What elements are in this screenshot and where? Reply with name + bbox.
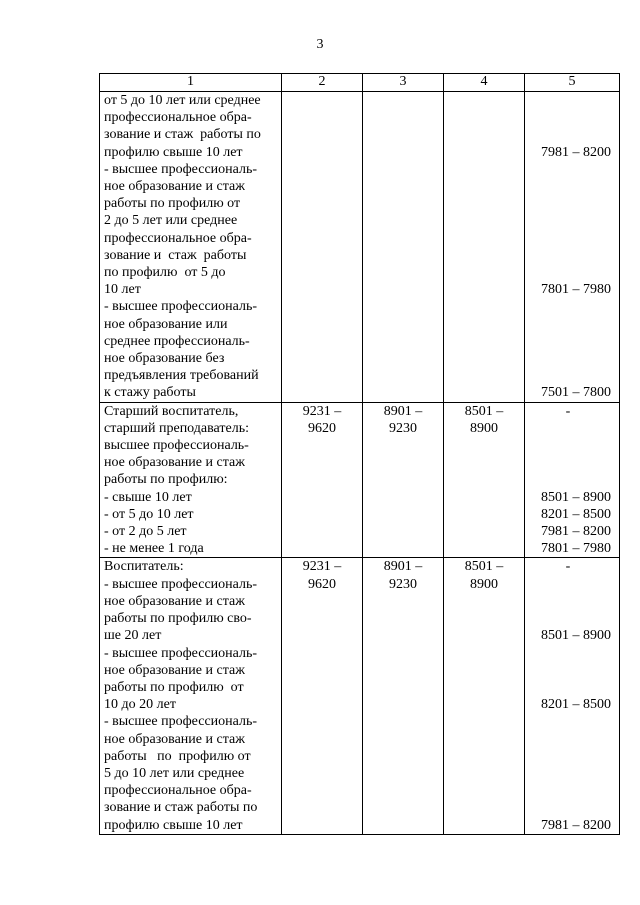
cell-line: [525, 230, 611, 247]
cell-line: 8901 –: [383, 403, 423, 419]
cell-line: 7981 – 8200: [541, 144, 611, 160]
cell-line: - высшее профессиональ-: [104, 299, 258, 315]
cell-line: [525, 593, 611, 610]
cell-line: работы по профилю от: [104, 196, 241, 212]
cell-line: [525, 298, 611, 315]
cell-line: [525, 212, 611, 229]
header-col-5: 5: [525, 74, 620, 92]
cell-line: [525, 195, 611, 212]
header-col-3: 3: [363, 74, 444, 92]
cell-line: [525, 247, 611, 264]
cell-line: 8501 –: [464, 403, 504, 419]
cell-line: Старший воспитатель,: [104, 403, 239, 419]
cell-line: - свыше 10 лет: [104, 489, 192, 505]
row3-col3: [363, 558, 444, 834]
cell-line: [525, 350, 611, 367]
cell-line: 10 лет: [104, 282, 141, 298]
row3-description: [100, 558, 282, 834]
salary-table: [99, 73, 620, 835]
header-row: [100, 74, 620, 92]
cell-line: по профилю от 5 до: [104, 265, 226, 281]
cell-line: профессиональное обра-: [104, 110, 252, 126]
cell-line: от 5 до 10 лет или среднее: [104, 93, 261, 108]
cell-line: 2 до 5 лет или среднее: [104, 213, 238, 229]
cell-line: - от 5 до 10 лет: [104, 506, 194, 522]
cell-line: ное образование и стаж: [104, 455, 245, 471]
row1-col2: [282, 92, 363, 403]
cell-line: [525, 662, 611, 679]
cell-line: [525, 126, 611, 143]
cell-line: работы по профилю сво-: [104, 611, 252, 627]
cell-line: 8900: [470, 576, 498, 592]
cell-line: 8501 –: [464, 559, 504, 575]
cell-line: ное образование и стаж: [104, 731, 245, 747]
header-col-2: 2: [282, 74, 363, 92]
cell-line: 7801 – 7980: [541, 282, 611, 298]
cell-line: -: [565, 403, 571, 419]
cell-line: 8900: [470, 420, 498, 436]
cell-line: [525, 610, 611, 627]
cell-line: ное образование и стаж: [104, 179, 245, 195]
cell-line: зование и стаж работы по: [104, 800, 258, 816]
cell-line: [525, 178, 611, 195]
cell-line: 9231 –: [302, 559, 342, 575]
cell-line: 8201 – 8500: [541, 506, 611, 522]
cell-line: 7981 – 8200: [541, 817, 611, 833]
cell-line: [525, 333, 611, 350]
cell-line: 5 до 10 лет или среднее: [104, 765, 245, 781]
cell-line: зование и стаж работы: [104, 247, 247, 263]
cell-line: предъявления требований: [104, 368, 259, 384]
cell-line: [525, 92, 611, 109]
cell-line: [525, 161, 611, 178]
table-row: [100, 92, 620, 403]
cell-line: 7501 – 7800: [541, 385, 611, 401]
row2-description: [100, 402, 282, 558]
cell-line: 7801 – 7980: [541, 541, 611, 557]
cell-line: 8501 – 8900: [541, 628, 611, 644]
cell-line: ное образование или: [104, 316, 228, 332]
row1-description: [100, 92, 282, 403]
cell-line: высшее профессиональ-: [104, 438, 249, 454]
header-col-4: 4: [444, 74, 525, 92]
cell-line: [525, 765, 611, 782]
cell-line: [525, 576, 611, 593]
cell-line: 8501 – 8900: [541, 489, 611, 505]
row3-col2: [282, 558, 363, 834]
cell-line: работы по профилю:: [104, 472, 228, 488]
cell-line: ное образование и стаж: [104, 593, 245, 609]
cell-line: - высшее профессиональ-: [104, 576, 258, 592]
cell-line: ше 20 лет: [104, 628, 162, 644]
cell-line: [525, 420, 611, 437]
cell-line: - не менее 1 года: [104, 541, 204, 557]
cell-line: - от 2 до 5 лет: [104, 524, 187, 540]
page-number: 3: [316, 37, 324, 52]
cell-line: 8901 –: [383, 559, 423, 575]
cell-line: [525, 679, 611, 696]
cell-line: [525, 264, 611, 281]
table-row: [100, 402, 620, 558]
cell-line: - высшее профессиональ-: [104, 714, 258, 730]
cell-line: -: [565, 559, 571, 575]
row1-col5: [525, 92, 620, 403]
cell-line: [525, 316, 611, 333]
cell-line: среднее профессиональ-: [104, 333, 250, 349]
cell-line: старший преподаватель:: [104, 420, 249, 436]
cell-line: - высшее профессиональ-: [104, 161, 258, 177]
cell-line: [525, 437, 611, 454]
cell-line: профессиональное обра-: [104, 783, 252, 799]
cell-line: [525, 367, 611, 384]
cell-line: работы по профилю от: [104, 748, 251, 764]
cell-line: [525, 748, 611, 765]
cell-line: Воспитатель:: [104, 559, 184, 575]
cell-line: зование и стаж работы по: [104, 127, 261, 143]
cell-line: 9230: [389, 576, 417, 592]
row1-col4: [444, 92, 525, 403]
row2-col3: [363, 402, 444, 558]
row2-col4: [444, 402, 525, 558]
cell-line: [525, 799, 611, 816]
row2-col2: [282, 402, 363, 558]
cell-line: профессиональное обра-: [104, 230, 252, 246]
cell-line: 9231 –: [302, 403, 342, 419]
cell-line: 7981 – 8200: [541, 524, 611, 540]
header-col-1: 1: [100, 74, 282, 92]
row3-col5: [525, 558, 620, 834]
cell-line: 10 до 20 лет: [104, 697, 176, 713]
cell-line: [525, 109, 611, 126]
cell-line: к стажу работы: [104, 385, 196, 401]
cell-line: [525, 454, 611, 471]
cell-line: 9620: [308, 576, 336, 592]
cell-line: 8201 – 8500: [541, 697, 611, 713]
cell-line: работы по профилю от: [104, 679, 244, 695]
cell-line: [525, 471, 611, 488]
cell-line: 9230: [389, 420, 417, 436]
cell-line: - высшее профессиональ-: [104, 645, 258, 661]
row3-col4: [444, 558, 525, 834]
cell-line: ное образование и стаж: [104, 662, 245, 678]
table-row: [100, 558, 620, 834]
cell-line: [525, 645, 611, 662]
cell-line: ное образование без: [104, 351, 225, 367]
row1-col3: [363, 92, 444, 403]
cell-line: 9620: [308, 420, 336, 436]
cell-line: профилю свыше 10 лет: [104, 144, 243, 160]
cell-line: [525, 782, 611, 799]
cell-line: [525, 731, 611, 748]
cell-line: профилю свыше 10 лет: [104, 817, 243, 833]
cell-line: [525, 713, 611, 730]
row2-col5: [525, 402, 620, 558]
